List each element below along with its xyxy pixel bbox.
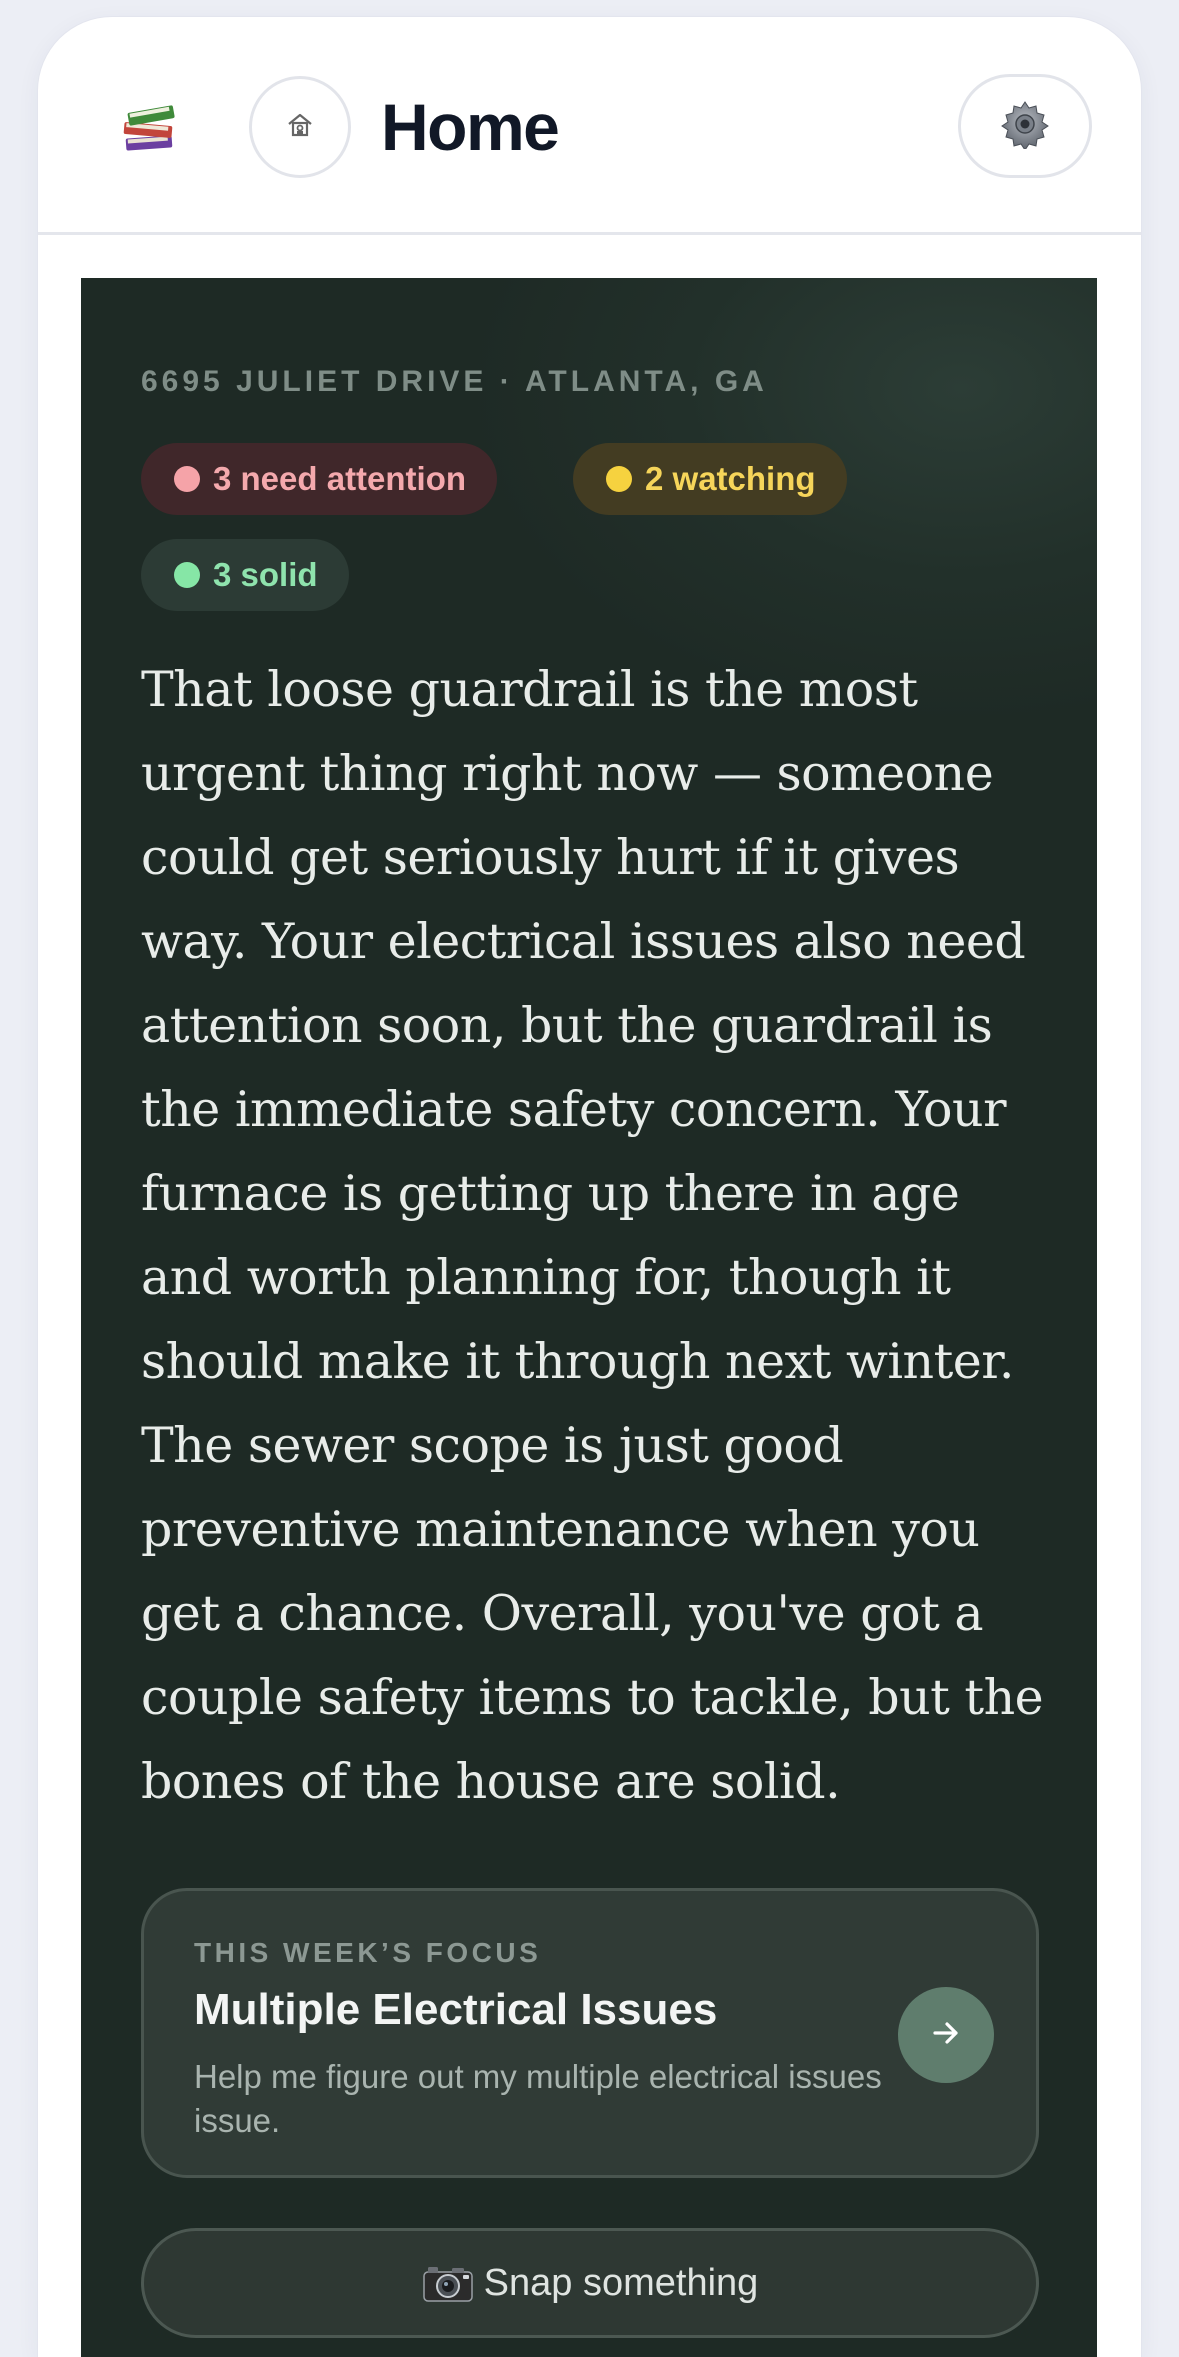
status-badge-solid[interactable] <box>141 539 349 611</box>
status-badge-label: 2 watching <box>645 460 816 497</box>
weekly-focus-card[interactable] <box>141 1888 1039 2178</box>
focus-title: Multiple Electrical Issues <box>194 1985 718 2034</box>
property-address: 6695 JULIET DRIVE · ATLANTA, GA <box>141 365 768 398</box>
home-summary-text: That loose guardrail is the most urgent thing right now — someone could get seriously hurt if it gives way. Your electrical issues also need attention soon, but the guardrail is the immediate safety concern. Your furnace is getting up there in age and worth planning for, though it should make it through next winter. The sewer scope is just good preventive maintenance when you get a chance. Overall, you've got a couple safety items to tackle, but the bones of the house are solid. <box>141 661 1044 1810</box>
snap-button-label: Snap something <box>483 2261 759 2304</box>
snap-something-button[interactable] <box>141 2228 1039 2338</box>
focus-kicker: THIS WEEK’S FOCUS <box>194 1937 542 1968</box>
status-badge-attention[interactable] <box>141 443 497 515</box>
home-button[interactable] <box>249 76 351 178</box>
top-bar <box>38 17 1141 235</box>
home-summary-card <box>81 278 1097 2357</box>
red-dot-icon <box>174 466 200 492</box>
status-badge-label: 3 solid <box>213 556 318 593</box>
status-badge-label: 3 need attention <box>213 460 467 497</box>
gear-icon <box>1000 99 1050 154</box>
focus-open-button[interactable] <box>898 1987 994 2083</box>
green-dot-icon <box>174 562 200 588</box>
camera-icon <box>422 2263 474 2303</box>
focus-description: Help me figure out my multiple electrical issues issue. <box>194 2058 882 2139</box>
yellow-dot-icon <box>606 466 632 492</box>
books-icon[interactable] <box>120 97 180 157</box>
house-icon <box>285 110 315 145</box>
settings-button[interactable] <box>958 74 1092 178</box>
app-window <box>38 17 1141 2357</box>
arrow-right-icon <box>928 2015 964 2056</box>
status-badge-watching[interactable] <box>573 443 847 515</box>
page-title: Home <box>381 90 559 164</box>
